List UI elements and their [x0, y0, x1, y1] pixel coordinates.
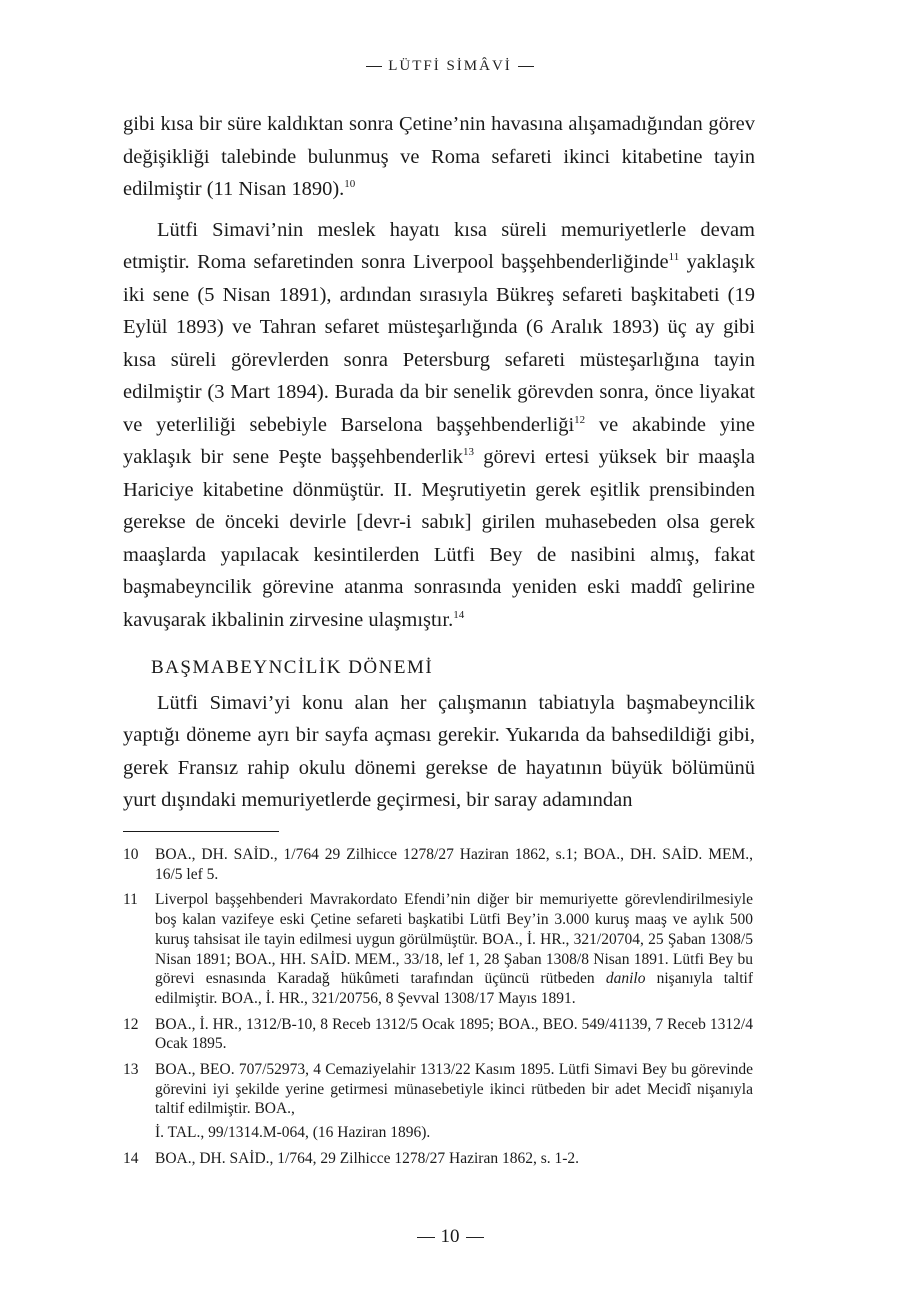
footnote-ref-11[interactable]: 11	[668, 251, 680, 263]
page-number-dash-right	[466, 1237, 484, 1238]
page-number	[0, 1226, 900, 1248]
page-number-dash-left	[417, 1237, 435, 1238]
footnote-ref-10[interactable]: 10	[344, 178, 356, 190]
footnote-number: 14	[123, 1149, 139, 1167]
header-dash-left	[366, 66, 382, 67]
footnote-13	[123, 1060, 753, 1143]
footnote-text	[155, 890, 753, 1008]
paragraph-2-text-c: ve akabinde yine yaklaşık bir sene Peşte başşehbenderlik	[123, 413, 756, 468]
footnote-ref-12[interactable]: 12	[574, 413, 586, 426]
running-title: LÜTFİ SİMÂVİ	[388, 58, 512, 74]
footnotes	[123, 845, 753, 1175]
paragraph-1	[123, 108, 755, 206]
footnote-text-part: Liverpol başşehbenderi Mavrakordato Efendi’nin diğer bir memuriyette görevlendirilmesiyle boş kalan vazifeye eski Çetine sefareti başkatibi Lütfi Bey’in 3.000 kuruş maaş ve aylık 500 kuruş tahsisat ile tayin edilmesi uygun görülmüştür. BOA., İ. HR., 321/20704, 25 Şaban 1308/5 Nisan 1891; BOA., HH. SAİD. MEM., 33/18, lef 1, 28 Şaban 1308/8 Nisan 1891. Lütfi Bey bu görevi esnasında Karadağ hükûmeti tarafından üçüncü rütbeden	[155, 891, 753, 988]
footnote-italic-term: danilo	[605, 970, 646, 988]
footnote-text-part: BOA., BEO. 707/52973, 4 Cemaziyelahir 1313/22 Kasım 1895. Lütfi Simavi Bey bu görevinde görevini iyi şekilde yerine getirmesi münasebetiyle ikinci rütbeden bir adet Mecidî nişanıyla taltif edilmiştir. BOA.,	[155, 1061, 753, 1118]
section-heading: BAŞMABEYNCİLİK DÖNEMİ	[151, 657, 434, 678]
paragraph-2-text-a: Lütfi Simavi’nin meslek hayatı kısa süreli memuriyetlerle devam etmiştir. Roma sefaretinden sonra Liverpool başşehbenderliğinde	[123, 218, 755, 273]
footnote-10	[123, 845, 753, 884]
footnote-continuation: İ. TAL., 99/1314.M-064, (16 Haziran 1896).	[155, 1124, 431, 1142]
footnote-ref-13[interactable]: 13	[463, 446, 475, 458]
footnote-text: BOA., DH. SAİD., 1/764 29 Zilhicce 1278/27 Haziran 1862, s.1; BOA., DH. SAİD. MEM., 16/5 lef 5.	[155, 846, 753, 883]
running-header	[0, 58, 900, 75]
footnote-14	[123, 1149, 753, 1169]
paragraph-3	[123, 687, 755, 817]
paragraph-2	[123, 214, 755, 637]
footnote-text: BOA., DH. SAİD., 1/764, 29 Zilhicce 1278/27 Haziran 1862, s. 1-2.	[155, 1149, 580, 1167]
footnote-11	[123, 890, 753, 1008]
page-number-value: 10	[440, 1226, 460, 1247]
main-text	[123, 108, 755, 825]
header-dash-right	[518, 66, 534, 67]
paragraph-2-text-d: görevi ertesi yüksek bir maaşla Hariciye kitabetine dönmüştür. II. Meşrutiyetin gerek eşitlik prensibinden gerekse de önceki devirle [devr-i sabık] girilen muhasebeden olsa gerek maaşlarda yapılacak kesintilerden Lütfi Bey de nasibini almış, fakat başmabeyncilik görevine atanma sonrasında yeniden eski maddî gelirine kavuşarak ikbalinin zirvesine ulaşmıştır.	[123, 446, 755, 631]
footnote-ref-14[interactable]: 14	[453, 608, 465, 621]
paragraph-3-text: Lütfi Simavi’yi konu alan her çalışmanın tabiatıyla başmabeyncilik yaptığı döneme ayrı bir sayfa açması gerekir. Yukarıda da bahsedildiği gibi, gerek Fransız rahip okulu dönemi gerekse de hayatının büyük bölümünü yurt dışındaki memuriyetlerde geçirmesi, bir saray adamından	[123, 691, 755, 811]
footnote-text	[155, 1060, 753, 1143]
footnote-number: 13	[123, 1061, 139, 1079]
paragraph-2-text-b: yaklaşık iki sene (5 Nisan 1891), ardından sırasıyla Bükreş sefareti başkitabeti (19 Eylül 1893) ve Tahran sefaret müsteşarlığında (6 Aralık 1893) üç ay gibi kısa süreli görevlerden sonra Petersburg sefareti müsteşarlığına tayin edilmiştir (3 Mart 1894). Burada da bir senelik görevden sonra, önce liyakat ve yeterliliği sebebiyle Barselona başşehbenderliği	[123, 251, 755, 436]
footnote-12	[123, 1015, 753, 1054]
footnote-number: 10	[123, 846, 139, 863]
footnote-text: BOA., İ. HR., 1312/B-10, 8 Receb 1312/5 Ocak 1895; BOA., BEO. 549/41139, 7 Receb 1312/4 Ocak 1895.	[155, 1015, 753, 1053]
paragraph-1-text: gibi kısa bir süre kaldıktan sonra Çetine’nin havasına alışamadığından görev değişikliği talebinde bulunmuş ve Roma sefareti ikinci kitabetine tayin edilmiştir (11 Nisan 1890).	[123, 113, 755, 200]
footnote-number: 11	[123, 891, 138, 909]
footnote-number: 12	[123, 1015, 139, 1033]
footnote-divider	[123, 831, 279, 832]
footnote-text-part: nişanıyla taltif edilmiştir. BOA., İ. HR., 321/20756, 8 Şevval 1308/17 Mayıs 1891.	[155, 970, 753, 1007]
